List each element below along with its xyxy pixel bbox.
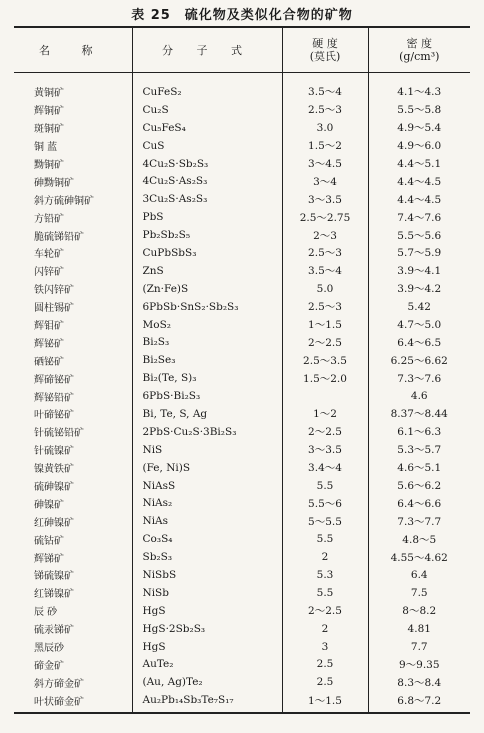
cell-formula: 6PbSb·SnS₂·Sb₂S₃: [132, 298, 282, 316]
table-row: [14, 226, 470, 244]
cell-hardness: 5.5: [282, 584, 368, 602]
cell-name: 黄铜矿: [34, 88, 64, 100]
cell-density: 6.25～6.62: [368, 351, 470, 369]
cell-formula: Cu₂S: [132, 101, 282, 119]
table-row: [14, 298, 470, 316]
cell-hardness: 5.5: [282, 477, 368, 495]
cell-formula: NiS: [132, 441, 282, 459]
cell-name: 针硫铋铅矿: [34, 428, 84, 440]
cell-density: 5.5～5.8: [368, 101, 470, 119]
header-density: [368, 27, 470, 73]
table-row: [14, 119, 470, 137]
cell-density: 6.4～6.5: [368, 333, 470, 351]
cell-name: 针硫镍矿: [34, 446, 74, 458]
table-row: [14, 333, 470, 351]
cell-density: 7.4～7.6: [368, 208, 470, 226]
cell-formula: (Zn·Fe)S: [132, 280, 282, 298]
table-row: [14, 369, 470, 387]
cell-hardness: 1～2: [282, 405, 368, 423]
cell-name: 砷黝铜矿: [34, 177, 74, 189]
cell-hardness: 3.5～4: [282, 262, 368, 280]
cell-formula: Bi, Te, S, Ag: [132, 405, 282, 423]
table-row: [14, 155, 470, 173]
cell-density: 9～9.35: [368, 656, 470, 674]
cell-formula: 6PbS·Bi₂S₃: [132, 387, 282, 405]
cell-name: 叶碲铋矿: [34, 410, 74, 422]
cell-density: 3.9～4.1: [368, 262, 470, 280]
cell-hardness: 5.3: [282, 566, 368, 584]
cell-name: 砷镍矿: [34, 499, 64, 511]
cell-hardness: 2.5～2.75: [282, 208, 368, 226]
table-caption: 表 25 硫化物及类似化合物的矿物: [131, 8, 353, 23]
cell-name: 辉锑矿: [34, 553, 64, 565]
cell-density: 4.55～4.62: [368, 548, 470, 566]
cell-hardness: 2.5～3: [282, 244, 368, 262]
cell-formula: NiAs₂: [132, 494, 282, 512]
cell-hardness: [282, 387, 368, 405]
cell-formula: HgS: [132, 638, 282, 656]
cell-name: 红锑镍矿: [34, 589, 74, 601]
cell-hardness: 2～2.5: [282, 602, 368, 620]
cell-density: 7.7: [368, 638, 470, 656]
cell-formula: HgS·2Sb₂S₃: [132, 620, 282, 638]
table-row: [14, 584, 470, 602]
cell-density: 6.8～7.2: [368, 691, 470, 713]
table-row: [14, 280, 470, 298]
cell-density: 4.8～5: [368, 530, 470, 548]
cell-density: 5.5～5.6: [368, 226, 470, 244]
table-row: [14, 691, 470, 713]
cell-hardness: 3: [282, 638, 368, 656]
cell-density: 4.7～5.0: [368, 316, 470, 334]
table-row: [14, 602, 470, 620]
cell-formula: Bi₂S₃: [132, 333, 282, 351]
table-row: [14, 137, 470, 155]
cell-name: 辉铋矿: [34, 338, 64, 350]
cell-formula: Bi₂(Te, S)₃: [132, 369, 282, 387]
cell-formula: AuTe₂: [132, 656, 282, 674]
table-row: [14, 351, 470, 369]
cell-hardness: 2.5～3: [282, 101, 368, 119]
cell-name: 辉铋铅矿: [34, 392, 74, 404]
table-row: [14, 316, 470, 334]
cell-formula: ZnS: [132, 262, 282, 280]
cell-name: 铜 蓝: [34, 142, 58, 154]
cell-name: 辉铜矿: [34, 106, 64, 118]
cell-name: 斜方硫砷铜矿: [34, 195, 94, 207]
header-name: 名 称: [14, 27, 132, 73]
cell-density: 4.6: [368, 387, 470, 405]
cell-hardness: 1.5～2: [282, 137, 368, 155]
cell-hardness: 3.0: [282, 119, 368, 137]
cell-formula: (Au, Ag)Te₂: [132, 673, 282, 691]
cell-density: 5.6～6.2: [368, 477, 470, 495]
header-hardness-label: 硬 度: [312, 37, 338, 50]
cell-name: 硫钴矿: [34, 535, 64, 547]
header-hardness: [282, 27, 368, 73]
cell-hardness: 3～3.5: [282, 190, 368, 208]
cell-formula: HgS: [132, 602, 282, 620]
cell-hardness: 1～1.5: [282, 316, 368, 334]
cell-density: 4.9～5.4: [368, 119, 470, 137]
cell-hardness: 3～4.5: [282, 155, 368, 173]
cell-density: 7.3～7.6: [368, 369, 470, 387]
cell-formula: NiAsS: [132, 477, 282, 495]
cell-formula: 2PbS·Cu₂S·3Bi₂S₃: [132, 423, 282, 441]
table-row: [14, 441, 470, 459]
cell-density: 4.1～4.3: [368, 73, 470, 101]
cell-name: 叶状碲金矿: [14, 691, 132, 713]
table-row: [14, 512, 470, 530]
cell-name: 圆柱锡矿: [34, 303, 74, 315]
cell-density: 3.9～4.2: [368, 280, 470, 298]
cell-formula: CuPbSbS₃: [132, 244, 282, 262]
cell-formula: Co₃S₄: [132, 530, 282, 548]
cell-formula: 4Cu₂S·As₂S₃: [132, 172, 282, 190]
cell-formula: NiSbS: [132, 566, 282, 584]
cell-name: 闪锌矿: [34, 267, 64, 279]
table-row: [14, 673, 470, 691]
cell-name: 斑铜矿: [34, 124, 64, 136]
table-row: [14, 208, 470, 226]
cell-hardness: 5.0: [282, 280, 368, 298]
cell-name: 镍黄铁矿: [34, 464, 74, 476]
header-row: [14, 27, 470, 73]
cell-name: 硒铋矿: [34, 356, 64, 368]
table-row: [14, 548, 470, 566]
cell-density: 7.5: [368, 584, 470, 602]
cell-density: 4.6～5.1: [368, 459, 470, 477]
cell-name: 方铅矿: [34, 213, 64, 225]
cell-hardness: 5.5～6: [282, 494, 368, 512]
table-row: [14, 73, 470, 101]
cell-name: 辉钼矿: [34, 321, 64, 333]
cell-formula: CuFeS₂: [132, 73, 282, 101]
cell-formula: 3Cu₂S·As₂S₃: [132, 190, 282, 208]
cell-formula: Cu₅FeS₄: [132, 119, 282, 137]
table-row: [14, 566, 470, 584]
header-hardness-unit: (莫氏): [309, 50, 341, 63]
cell-density: 7.3～7.7: [368, 512, 470, 530]
table-row: [14, 530, 470, 548]
cell-name: 锑硫镍矿: [34, 571, 74, 583]
cell-density: 4.4～4.5: [368, 172, 470, 190]
cell-density: 8.3～8.4: [368, 673, 470, 691]
cell-hardness: 2～3: [282, 226, 368, 244]
cell-formula: Sb₂S₃: [132, 548, 282, 566]
table-row: [14, 405, 470, 423]
cell-hardness: 3.4～4: [282, 459, 368, 477]
cell-name: 硫砷镍矿: [34, 482, 74, 494]
cell-name: 辰 砂: [34, 607, 58, 619]
cell-hardness: 1～1.5: [282, 691, 368, 713]
table-row: [14, 638, 470, 656]
cell-formula: MoS₂: [132, 316, 282, 334]
cell-formula: CuS: [132, 137, 282, 155]
table-body: [14, 73, 470, 714]
cell-density: 4.9～6.0: [368, 137, 470, 155]
cell-hardness: 2～2.5: [282, 423, 368, 441]
cell-formula: PbS: [132, 208, 282, 226]
cell-formula: (Fe, Ni)S: [132, 459, 282, 477]
cell-density: 4.81: [368, 620, 470, 638]
cell-hardness: 5～5.5: [282, 512, 368, 530]
cell-name: 硫汞锑矿: [34, 625, 74, 637]
cell-name: 红砷镍矿: [34, 517, 74, 529]
cell-density: 6.4～6.6: [368, 494, 470, 512]
cell-hardness: 5.5: [282, 530, 368, 548]
cell-formula: Au₂Pb₁₄Sb₃Te₇S₁₇: [132, 691, 282, 713]
cell-name: 黑辰砂: [34, 643, 64, 655]
table-row: [14, 101, 470, 119]
cell-hardness: 3～3.5: [282, 441, 368, 459]
cell-formula: NiAs: [132, 512, 282, 530]
cell-formula: 4Cu₂S·Sb₂S₃: [132, 155, 282, 173]
table-row: [14, 190, 470, 208]
cell-density: 5.3～5.7: [368, 441, 470, 459]
table-row: [14, 172, 470, 190]
table-row: [14, 459, 470, 477]
cell-formula: NiSb: [132, 584, 282, 602]
cell-density: 8～8.2: [368, 602, 470, 620]
cell-hardness: 3.5～4: [282, 73, 368, 101]
table-row: [14, 262, 470, 280]
table-row: [14, 423, 470, 441]
cell-hardness: 2: [282, 620, 368, 638]
table-row: [14, 477, 470, 495]
cell-hardness: 2: [282, 548, 368, 566]
minerals-table: [14, 26, 470, 714]
cell-density: 8.37～8.44: [368, 405, 470, 423]
cell-hardness: 3～4: [282, 172, 368, 190]
header-formula: 分 子 式: [132, 27, 282, 73]
cell-name: 黝铜矿: [34, 160, 64, 171]
cell-density: 4.4～5.1: [368, 155, 470, 173]
table-row: [14, 656, 470, 674]
cell-name: 碲金矿: [34, 660, 64, 672]
cell-hardness: 1.5～2.0: [282, 369, 368, 387]
cell-name: 铁闪锌矿: [34, 285, 74, 297]
cell-density: 5.7～5.9: [368, 244, 470, 262]
table-row: [14, 494, 470, 512]
cell-hardness: 2～2.5: [282, 333, 368, 351]
cell-density: 4.4～4.5: [368, 190, 470, 208]
cell-density: 5.42: [368, 298, 470, 316]
cell-hardness: 2.5～3.5: [282, 351, 368, 369]
table-row: [14, 387, 470, 405]
header-density-unit: (g/cm³): [399, 50, 440, 63]
table-row: [14, 620, 470, 638]
cell-name: 斜方碲金矿: [34, 678, 84, 690]
table-row: [14, 244, 470, 262]
cell-name: 辉碲铋矿: [34, 374, 74, 386]
cell-formula: Pb₂Sb₂S₅: [132, 226, 282, 244]
cell-name: 车轮矿: [34, 249, 64, 261]
cell-density: 6.4: [368, 566, 470, 584]
cell-formula: Bi₂Se₃: [132, 351, 282, 369]
cell-hardness: 2.5: [282, 656, 368, 674]
cell-name: 脆硫锑铅矿: [34, 231, 84, 243]
cell-hardness: 2.5: [282, 673, 368, 691]
cell-hardness: 2.5～3: [282, 298, 368, 316]
cell-density: 6.1～6.3: [368, 423, 470, 441]
header-density-label: 密 度: [406, 37, 432, 50]
